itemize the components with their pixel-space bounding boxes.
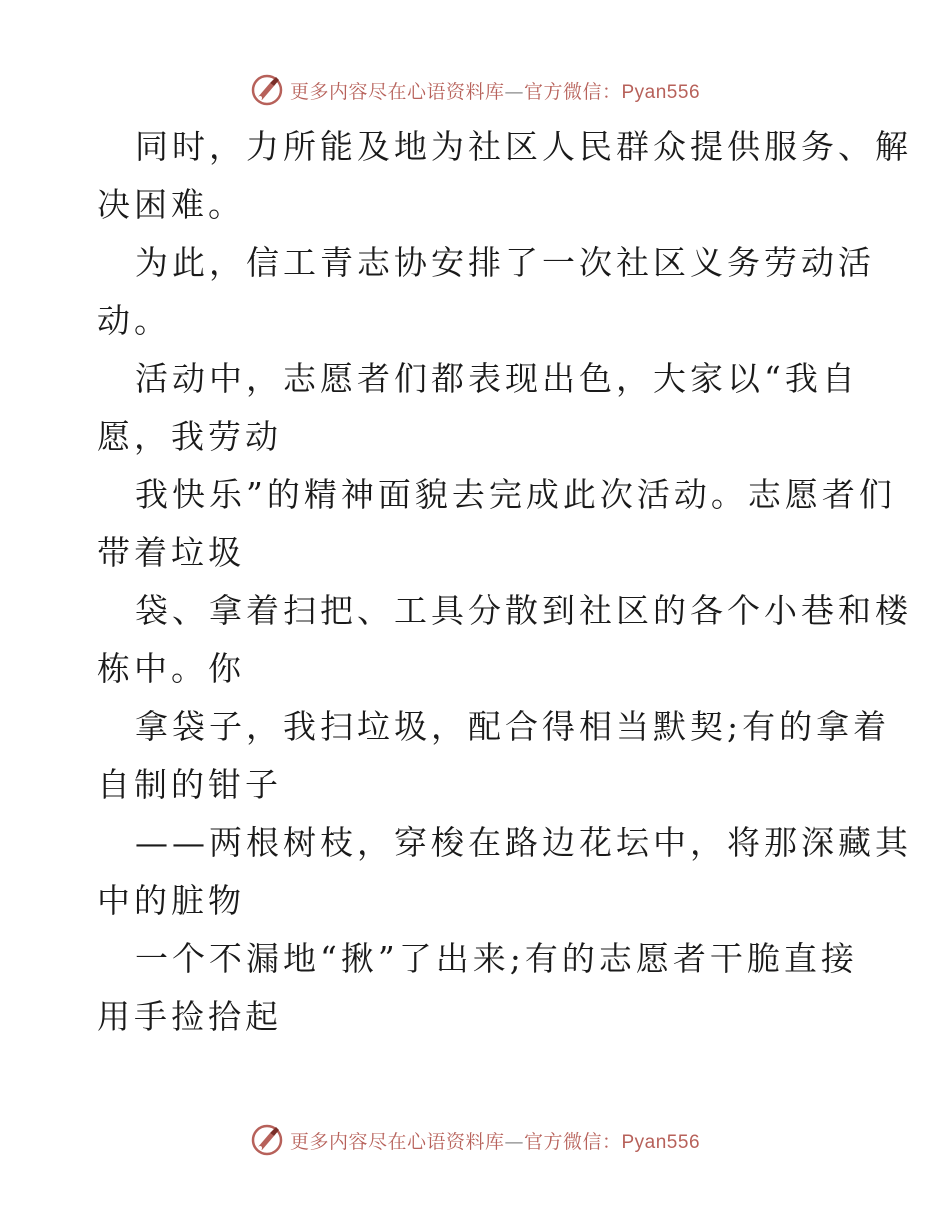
text-line: 愿，我劳动 — [97, 417, 282, 456]
header-watermark — [0, 70, 950, 110]
pen-circle-logo-icon — [250, 73, 284, 107]
document-body — [97, 118, 912, 1046]
text-line: 带着垃圾 — [97, 533, 245, 572]
text-line: 自制的钳子 — [97, 765, 282, 804]
text-line: 栋中。你 — [97, 649, 245, 688]
text-line: 为此，信工青志协安排了一次社区义务劳动活 — [135, 243, 875, 282]
text-line: 同时，力所能及地为社区人民群众提供服务、解 — [135, 127, 912, 166]
text-line: 用手捡拾起 — [97, 997, 282, 1036]
text-line: 决困难。 — [97, 185, 245, 224]
pen-circle-logo-icon — [250, 1123, 284, 1157]
text-line: 袋、拿着扫把、工具分散到社区的各个小巷和楼 — [135, 591, 912, 630]
watermark-text: 更多内容尽在心语资料库—官方微信：Pyan556 — [289, 1130, 701, 1153]
text-line: 活动中，志愿者们都表现出色，大家以“我自 — [135, 359, 859, 398]
text-line: 我快乐”的精神面貌去完成此次活动。志愿者们 — [135, 475, 896, 514]
text-line: 拿袋子，我扫垃圾，配合得相当默契;有的拿着 — [135, 707, 891, 746]
watermark-text: 更多内容尽在心语资料库—官方微信：Pyan556 — [289, 80, 701, 103]
text-line: 动。 — [97, 301, 171, 340]
footer-watermark — [0, 1120, 950, 1160]
text-line: 一个不漏地“揪”了出来;有的志愿者干脆直接 — [135, 939, 858, 978]
text-line: 中的脏物 — [97, 881, 245, 920]
text-line: ——两根树枝，穿梭在路边花坛中，将那深藏其 — [135, 823, 912, 862]
